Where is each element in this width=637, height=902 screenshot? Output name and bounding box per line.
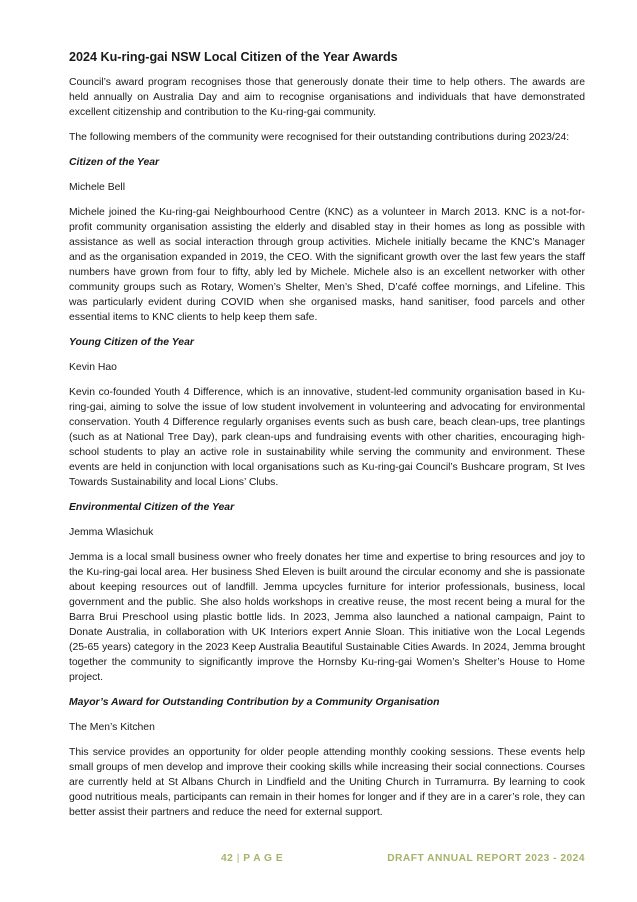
award-description-citizen: Michele joined the Ku-ring-gai Neighbourhood Centre (KNC) as a volunteer in March 2013. KNC is a not-for-profit community organisation assisting the elderly and disabled stay in their homes as long as possible with assistance as well as social interaction through group activities. Michele initially became the KNC’s Manager and as the organisation expanded in 2019, the CEO. With the significant growth over the last few years the staff numbers have grown from four to fifty, ably led by Michele. Michele also is an excellent networker with other community groups such as Rotary, Women’s Shelter, Men’s Shed, D’café coffee mornings, and Lifeline. This was particularly evident during COVID when she organised masks, hand sanitiser, food parcels and other essential items to KNC clients to help keep them safe. bbox=[69, 207, 585, 323]
intro-paragraph-2: The following members of the community were recognised for their outstanding contributions during 2023/24: bbox=[69, 132, 570, 143]
award-recipient-young-citizen: Kevin Hao bbox=[69, 362, 117, 373]
award-recipient-citizen: Michele Bell bbox=[69, 182, 126, 193]
page-label: P A G E bbox=[243, 853, 284, 864]
award-category-environmental: Environmental Citizen of the Year bbox=[69, 502, 235, 513]
award-category-citizen: Citizen of the Year bbox=[69, 157, 160, 168]
page-footer bbox=[0, 853, 637, 867]
award-recipient-environmental: Jemma Wlasichuk bbox=[69, 527, 154, 538]
award-category-mayors: Mayor’s Award for Outstanding Contribution by a Community Organisation bbox=[69, 697, 440, 708]
award-category-young-citizen: Young Citizen of the Year bbox=[69, 337, 194, 348]
page-title: 2024 Ku-ring-gai NSW Local Citizen of the Year Awards bbox=[69, 50, 398, 64]
award-description-mayors: This service provides an opportunity for older people attending monthly cooking sessions. These events help small groups of men develop and improve their cooking skills while increasing their social connections. Courses are currently held at St Albans Church in Lindfield and the Uniting Church in Turramurra. By learning to cook good nutritious meals, participants can remain in their homes for longer and if they are in a carer’s role, they can better assist their partners and reduce the need for external support. bbox=[69, 747, 585, 818]
page-separator: | bbox=[236, 853, 240, 864]
page-number: 42 bbox=[221, 853, 234, 864]
award-recipient-mayors: The Men’s Kitchen bbox=[69, 722, 155, 733]
intro-paragraph-1: Council’s award program recognises those that generously donate their time to help others. The awards are held annually on Australia Day and aim to recognise organisations and individuals that have demonstrated excellent citizenship and contribution to the Ku-ring-gai community. bbox=[69, 77, 585, 118]
award-description-young-citizen: Kevin co-founded Youth 4 Difference, which is an innovative, student-led community organisation based in Ku-ring-gai, aiming to solve the issue of low student involvement in volunteering and advocating for environmental conservation. Youth 4 Difference regularly organises events such as bush care, beach clean-ups, tree plantings (such as at National Tree Day), park clean-ups and fundraising events with other charities, encouraging high-school students to play an active role in sustainability while serving the community and environment. These events are held in conjunction with local organisations such as Ku-ring-gai Council’s Bushcare program, St Ives Towards Sustainability and local Lions’ Clubs. bbox=[69, 387, 585, 488]
document-body bbox=[69, 50, 585, 830]
page-indicator bbox=[221, 853, 283, 864]
report-title: DRAFT ANNUAL REPORT 2023 - 2024 bbox=[387, 853, 585, 864]
award-description-environmental: Jemma is a local small business owner who freely donates her time and expertise to bring resources and joy to the Ku-ring-gai local area. Her business Shed Eleven is built around the circular economy and she is passionate about keeping resources out of landfill. Jemma upcycles furniture for interior professionals, business, local government and the public. She also holds workshops in creative reuse, the most recent being a mural for the Barra Brui Preschool using plastic bottle lids. In 2023, Jemma also launched a national campaign, Paint to Donate Australia, in collaboration with UK Interiors expert Annie Sloan. This initiative won the Local Legends (25-65 years) category in the 2023 Keep Australia Beautiful Sustainable Cities Awards. In 2024, Jemma brought together the community to significantly improve the Hornsby Ku-ring-gai Women’s Shelter’s House to Home project. bbox=[69, 552, 585, 683]
